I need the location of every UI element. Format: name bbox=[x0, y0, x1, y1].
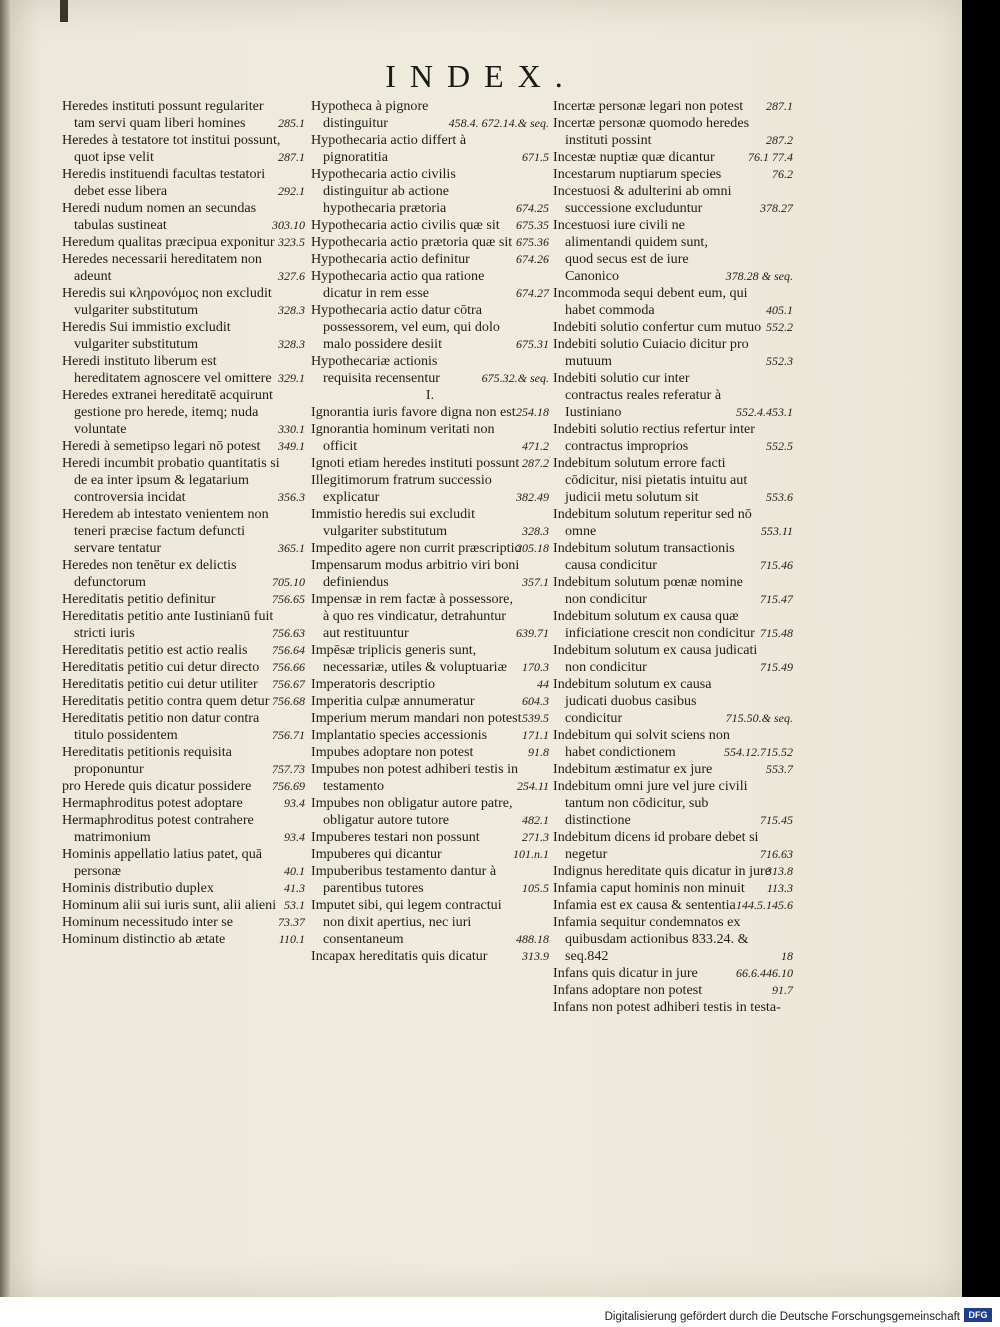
entry-text: Impensæ in rem factæ à possessore, à quo res vindicatur, detrahuntur aut restituuntur bbox=[311, 591, 513, 641]
entry-text: Imperium merum mandari non potest bbox=[311, 710, 522, 726]
index-entry bbox=[62, 166, 305, 200]
entry-page-ref: 292.1 bbox=[278, 184, 305, 198]
entry-page-ref: 756.63 bbox=[272, 626, 305, 640]
index-entry bbox=[62, 693, 305, 710]
entry-text: Hypotheca à pignore distinguitur bbox=[311, 98, 429, 131]
index-entry bbox=[553, 982, 793, 999]
index-entry bbox=[311, 472, 549, 506]
entry-text: Hominum necessitudo inter se bbox=[62, 914, 234, 930]
entry-page-ref: 329.1 bbox=[278, 371, 305, 385]
entry-text: Indebitum omni jure vel jure civili tantum non cōdicitur, sub distinctione bbox=[553, 778, 748, 828]
entry-page-ref: 552.4.453.1 bbox=[736, 405, 793, 419]
index-entry bbox=[311, 506, 549, 540]
entry-page-ref: 349.1 bbox=[278, 439, 305, 453]
index-entry bbox=[62, 132, 305, 166]
entry-text: Indebiti solutio Cuiacio dicitur pro mutuum bbox=[553, 336, 749, 369]
entry-text: Indebitum solutum transactionis causa condicitur bbox=[553, 540, 735, 573]
index-entry bbox=[553, 166, 793, 183]
page-binding bbox=[0, 0, 10, 1297]
entry-text: Hypothecaria actio definitur bbox=[311, 251, 470, 267]
index-entry bbox=[62, 710, 305, 744]
entry-page-ref: 271.3 bbox=[522, 830, 549, 844]
entry-page-ref: 41.3 bbox=[284, 881, 305, 895]
index-column-2 bbox=[311, 98, 549, 965]
entry-page-ref: 105.5 bbox=[522, 881, 549, 895]
entry-text: Hereditatis petitio cui detur utiliter bbox=[62, 676, 258, 692]
entry-page-ref: 93.4 bbox=[284, 796, 305, 810]
entry-page-ref: 144.5.145.6 bbox=[736, 898, 793, 912]
entry-page-ref: 756.68 bbox=[272, 694, 305, 708]
entry-text: Hereditatis petitionis requisita proponuntur bbox=[62, 744, 232, 777]
entry-text: Hereditatis petitio contra quem detur bbox=[62, 693, 270, 709]
index-entry bbox=[311, 710, 549, 727]
index-entry bbox=[311, 727, 549, 744]
letter-heading: I. bbox=[425, 388, 435, 403]
entry-page-ref: 552.3 bbox=[766, 354, 793, 368]
entry-page-ref: 553.6 bbox=[766, 490, 793, 504]
index-entry bbox=[62, 234, 305, 251]
index-entry bbox=[62, 591, 305, 608]
index-entry bbox=[311, 540, 549, 557]
entry-text: Incestæ nuptiæ quæ dicantur bbox=[553, 149, 715, 165]
page-title: INDEX. bbox=[385, 58, 577, 94]
entry-page-ref: 715.45 bbox=[760, 813, 793, 827]
entry-page-ref: 365.1 bbox=[278, 541, 305, 555]
entry-text: Impubes non potest adhiberi testis in testamento bbox=[311, 761, 519, 794]
entry-page-ref: 715.47 bbox=[760, 592, 793, 606]
entry-page-ref: 458.4. 672.14.& seq. bbox=[448, 116, 549, 130]
index-entry bbox=[553, 319, 793, 336]
entry-page-ref: 674.26 bbox=[516, 252, 549, 266]
entry-text: Incommoda sequi debent eum, qui habet commoda bbox=[553, 285, 748, 318]
entry-text: Heredis sui κληρονόμος non excludit vulgariter substitutum bbox=[62, 285, 272, 318]
entry-text: Impubes adoptare non potest bbox=[311, 744, 474, 760]
entry-page-ref: 378.27 bbox=[760, 201, 793, 215]
entry-page-ref: 91.7 bbox=[772, 983, 793, 997]
index-entry bbox=[311, 693, 549, 710]
entry-page-ref: 18 bbox=[781, 949, 793, 963]
index-entry bbox=[62, 659, 305, 676]
entry-page-ref: 675.35 bbox=[516, 218, 549, 232]
index-entry bbox=[553, 370, 793, 421]
index-entry bbox=[553, 506, 793, 540]
entry-page-ref: 552.5 bbox=[766, 439, 793, 453]
entry-page-ref: 715.50.& seq. bbox=[725, 711, 793, 725]
entry-text: Indebitum solutum ex causa judicati non condicitur bbox=[553, 642, 758, 675]
entry-page-ref: 675.31 bbox=[516, 337, 549, 351]
entry-text: Indebitum solutum reperitur sed nō omne bbox=[553, 506, 752, 539]
entry-page-ref: 323.5 bbox=[278, 235, 305, 249]
entry-page-ref: 756.66 bbox=[272, 660, 305, 674]
entry-text: Heredi instituto liberum est hereditatem agnoscere vel omittere bbox=[62, 353, 272, 386]
entry-text: Hominis appellatio latius patet, quā personæ bbox=[62, 846, 263, 879]
index-entry bbox=[62, 812, 305, 846]
entry-page-ref: 756.71 bbox=[272, 728, 305, 742]
index-entry bbox=[62, 608, 305, 642]
index-entry bbox=[62, 387, 305, 438]
binding-mark bbox=[60, 0, 68, 22]
index-column-3 bbox=[553, 98, 793, 1016]
entry-page-ref: 553.11 bbox=[760, 524, 793, 538]
entry-text: Hominis distributio duplex bbox=[62, 880, 214, 896]
index-entry bbox=[311, 268, 549, 302]
entry-text: Hereditatis petitio non datur contra titulo possidentem bbox=[62, 710, 260, 743]
entry-text: Immistio heredis sui excludit vulgariter substitutum bbox=[311, 506, 476, 539]
index-entry bbox=[553, 676, 793, 727]
dfg-logo-icon: DFG bbox=[964, 1308, 992, 1322]
index-entry bbox=[553, 761, 793, 778]
entry-text: Heredes non tenētur ex delictis defunctorum bbox=[62, 557, 237, 590]
entry-text: Impuberes qui dicantur bbox=[311, 846, 442, 862]
entry-page-ref: 327.6 bbox=[278, 269, 305, 283]
entry-text: Indebitum solutum ex causa judicati duobus casibus condicitur bbox=[553, 676, 712, 726]
entry-text: Indebiti solutio confertur cum mutuo bbox=[553, 319, 762, 335]
index-entry bbox=[553, 455, 793, 506]
index-entry bbox=[553, 149, 793, 166]
entry-page-ref: 313.9 bbox=[522, 949, 549, 963]
footer-credit: Digitalisierung gefördert durch die Deutsche Forschungsgemeinschaft bbox=[604, 1311, 960, 1323]
entry-page-ref: 378.28 & seq. bbox=[725, 269, 793, 283]
entry-page-ref: 705.10 bbox=[272, 575, 305, 589]
entry-page-ref: 482.1 bbox=[522, 813, 549, 827]
entry-page-ref: 756.67 bbox=[272, 677, 305, 691]
index-entry bbox=[62, 557, 305, 591]
entry-page-ref: 285.1 bbox=[278, 116, 305, 130]
entry-text: Infans non potest adhiberi testis in testa- bbox=[553, 999, 781, 1015]
entry-text: Heredes necessarii hereditatem non adeunt bbox=[62, 251, 262, 284]
entry-text: Hypothecaria actio datur cōtra possessorem, vel eum, qui dolo malo possidere desiit bbox=[311, 302, 500, 352]
entry-page-ref: 671.5 bbox=[522, 150, 549, 164]
entry-page-ref: 76.1 77.4 bbox=[748, 150, 793, 164]
entry-page-ref: 287.2 bbox=[766, 133, 793, 147]
entry-text: Hypothecaria actio differt à pignoratitia bbox=[311, 132, 467, 165]
index-entry bbox=[62, 319, 305, 353]
entry-text: Heredi à semetipso legari nō potest bbox=[62, 438, 261, 454]
entry-text: Impubes non obligatur autore patre, obligatur autore tutore bbox=[311, 795, 513, 828]
index-entry bbox=[62, 251, 305, 285]
index-entry bbox=[553, 778, 793, 829]
entry-page-ref: 287.1 bbox=[278, 150, 305, 164]
entry-text: Indebitum solutum ex causa quæ inficiatione crescit non condicitur bbox=[553, 608, 755, 641]
index-entry bbox=[62, 914, 305, 931]
index-entry bbox=[553, 285, 793, 319]
index-entry bbox=[62, 98, 305, 132]
entry-text: Indebiti solutio rectius refertur inter contractus improprios bbox=[553, 421, 755, 454]
index-entry bbox=[311, 98, 549, 132]
entry-text: Impedito agere non currit præscriptio bbox=[311, 540, 522, 556]
entry-text: Impuberibus testamento dantur à parentibus tutores bbox=[311, 863, 497, 896]
index-entry bbox=[311, 761, 549, 795]
index-entry bbox=[311, 676, 549, 693]
entry-text: Impuberes testari non possunt bbox=[311, 829, 480, 845]
index-entry bbox=[553, 897, 793, 914]
index-entry bbox=[553, 98, 793, 115]
entry-text: Incertæ personæ quomodo heredes instituti possint bbox=[553, 115, 750, 148]
index-entry bbox=[553, 965, 793, 982]
entry-text: Imperitia culpæ annumeratur bbox=[311, 693, 475, 709]
entry-text: Heredem ab intestato venientem non teneri præcise factum defuncti servare tentatur bbox=[62, 506, 269, 556]
entry-text: Infans quis dicatur in jure bbox=[553, 965, 698, 981]
entry-page-ref: 328.3 bbox=[522, 524, 549, 538]
entry-text: Indebiti solutio cur inter contractus reales referatur à Iustiniano bbox=[553, 370, 722, 420]
entry-page-ref: 604.3 bbox=[522, 694, 549, 708]
entry-text: Infamia sequitur condemnatos ex quibusdam actionibus 833.24. & seq.842 bbox=[553, 914, 749, 964]
entry-page-ref: 40.1 bbox=[284, 864, 305, 878]
index-entry bbox=[553, 421, 793, 455]
index-entry bbox=[553, 727, 793, 761]
index-entry bbox=[311, 897, 549, 948]
entry-text: Ignorantia hominum veritati non officit bbox=[311, 421, 495, 454]
entry-text: Incestuosi iure civili ne alimentandi quidem sunt, quod secus est de iure Canonico bbox=[553, 217, 708, 284]
entry-page-ref: 254.18 bbox=[516, 405, 549, 419]
entry-page-ref: 303.10 bbox=[272, 218, 305, 232]
entry-text: Heredis Sui immistio excludit vulgariter substitutum bbox=[62, 319, 231, 352]
entry-page-ref: 382.49 bbox=[516, 490, 549, 504]
entry-text: Hereditatis petitio ante Iustinianū fuit stricti iuris bbox=[62, 608, 274, 641]
entry-page-ref: 716.63 bbox=[760, 847, 793, 861]
entry-page-ref: 488.18 bbox=[516, 932, 549, 946]
index-entry bbox=[311, 132, 549, 166]
index-entry bbox=[311, 217, 549, 234]
entry-page-ref: 757.73 bbox=[272, 762, 305, 776]
entry-text: Heredi nudum nomen an secundas tabulas sustineat bbox=[62, 200, 257, 233]
index-entry bbox=[553, 115, 793, 149]
index-entry bbox=[553, 914, 793, 965]
entry-text: Hermaphroditus potest contrahere matrimonium bbox=[62, 812, 254, 845]
entry-page-ref: 756.69 bbox=[272, 779, 305, 793]
entry-text: Impensarum modus arbitrio viri boni definiendus bbox=[311, 557, 520, 590]
index-entry bbox=[553, 880, 793, 897]
index-entry bbox=[62, 455, 305, 506]
entry-text: Hermaphroditus potest adoptare bbox=[62, 795, 243, 811]
entry-text: Infamia est ex causa & sententia bbox=[553, 897, 736, 913]
index-entry bbox=[311, 829, 549, 846]
index-entry bbox=[311, 846, 549, 863]
index-entry bbox=[311, 948, 549, 965]
entry-page-ref: 287.2 bbox=[522, 456, 549, 470]
index-entry bbox=[62, 353, 305, 387]
entry-page-ref: 171.1 bbox=[522, 728, 549, 742]
index-entry bbox=[553, 608, 793, 642]
index-entry bbox=[311, 166, 549, 217]
index-entry bbox=[62, 676, 305, 693]
entry-page-ref: 53.1 bbox=[284, 898, 305, 912]
index-entry bbox=[311, 642, 549, 676]
index-entry bbox=[553, 183, 793, 217]
entry-text: Incestarum nuptiarum species bbox=[553, 166, 722, 182]
entry-page-ref: 675.32.& seq. bbox=[481, 371, 549, 385]
entry-text: Hominum alii sui iuris sunt, alii alieni bbox=[62, 897, 277, 913]
index-entry bbox=[62, 880, 305, 897]
entry-text: Impēsæ triplicis generis sunt, necessariæ, utiles & voluptuariæ bbox=[311, 642, 507, 675]
entry-page-ref: 715.49 bbox=[760, 660, 793, 674]
entry-page-ref: 756.64 bbox=[272, 643, 305, 657]
entry-text: Infans adoptare non potest bbox=[553, 982, 703, 998]
entry-page-ref: 73.37 bbox=[278, 915, 305, 929]
index-entry bbox=[553, 829, 793, 863]
entry-text: Ignorantia iuris favore digna non est bbox=[311, 404, 516, 420]
entry-page-ref: 715.46 bbox=[760, 558, 793, 572]
index-entry bbox=[62, 642, 305, 659]
entry-page-ref: 66.6.446.10 bbox=[736, 966, 793, 980]
index-entry bbox=[553, 217, 793, 285]
entry-page-ref: 674.25 bbox=[516, 201, 549, 215]
index-entry bbox=[553, 336, 793, 370]
entry-page-ref: 287.1 bbox=[766, 99, 793, 113]
entry-text: Indignus hereditate quis dicatur in jure bbox=[553, 863, 771, 879]
entry-text: Hereditatis petitio est actio realis bbox=[62, 642, 248, 658]
entry-page-ref: 357.1 bbox=[522, 575, 549, 589]
entry-page-ref: 715.48 bbox=[760, 626, 793, 640]
index-entry bbox=[311, 795, 549, 829]
index-entry bbox=[553, 999, 793, 1016]
entry-page-ref: 553.7 bbox=[766, 762, 793, 776]
index-entry bbox=[62, 438, 305, 455]
index-entry bbox=[62, 285, 305, 319]
index-entry bbox=[553, 642, 793, 676]
entry-text: Indebitum solutum errore facti cōdicitur, nisi pietatis intuitu aut judicii metu solutum sit bbox=[553, 455, 748, 505]
index-column-1 bbox=[62, 98, 305, 948]
entry-page-ref: 471.2 bbox=[522, 439, 549, 453]
entry-text: Indebitum æstimatur ex jure bbox=[553, 761, 713, 777]
entry-text: pro Herede quis dicatur possidere bbox=[62, 778, 252, 794]
index-entry bbox=[62, 778, 305, 795]
entry-page-ref: 76.2 bbox=[772, 167, 793, 181]
entry-text: Hereditatis petitio definitur bbox=[62, 591, 216, 607]
entry-text: Hereditatis petitio cui detur directo bbox=[62, 659, 260, 675]
entry-text: Indebitum dicens id probare debet si negetur bbox=[553, 829, 759, 862]
entry-text: Indebitum solutum pœnæ nomine non condicitur bbox=[553, 574, 743, 607]
entry-page-ref: 313.8 bbox=[766, 864, 793, 878]
entry-page-ref: 675.36 bbox=[516, 235, 549, 249]
entry-page-ref: 328.3 bbox=[278, 303, 305, 317]
entry-text: Ignoti etiam heredes instituti possunt bbox=[311, 455, 520, 471]
entry-text: Incapax hereditatis quis dicatur bbox=[311, 948, 488, 964]
entry-page-ref: 554.12.715.52 bbox=[724, 745, 793, 759]
entry-text: Heredi incumbit probatio quantitatis si de ea inter ipsum & legatarium controversia incidat bbox=[62, 455, 280, 505]
entry-page-ref: 205.18 bbox=[516, 541, 549, 555]
index-entry bbox=[311, 863, 549, 897]
entry-page-ref: 356.3 bbox=[278, 490, 305, 504]
entry-page-ref: 639.71 bbox=[516, 626, 549, 640]
entry-page-ref: 330.1 bbox=[278, 422, 305, 436]
index-entry bbox=[311, 404, 549, 421]
entry-text: Hypothecaria actio civilis quæ sit bbox=[311, 217, 500, 233]
entry-text: Heredis instituendi facultas testatori debet esse libera bbox=[62, 166, 266, 199]
index-entry bbox=[62, 931, 305, 948]
entry-text: Hypothecaria actio civilis distinguitur ab actione hypothecaria prætoria bbox=[311, 166, 456, 216]
index-entry bbox=[311, 353, 549, 387]
entry-page-ref: 674.27 bbox=[516, 286, 549, 300]
index-entry bbox=[553, 574, 793, 608]
entry-text: Hominum distinctio ab ætate bbox=[62, 931, 226, 947]
index-entry bbox=[311, 302, 549, 353]
entry-page-ref: 539.5 bbox=[522, 711, 549, 725]
scan-border bbox=[962, 0, 1000, 1297]
entry-page-ref: 405.1 bbox=[766, 303, 793, 317]
entry-text: Heredes à testatore tot institui possunt, quot ipse velit bbox=[62, 132, 281, 165]
index-entry bbox=[311, 421, 549, 455]
index-entry bbox=[62, 200, 305, 234]
index-entry bbox=[62, 744, 305, 778]
entry-text: Illegitimorum fratrum successio explicatur bbox=[311, 472, 492, 505]
entry-page-ref: 93.4 bbox=[284, 830, 305, 844]
index-entry bbox=[311, 744, 549, 761]
index-entry bbox=[311, 234, 549, 251]
entry-page-ref: 328.3 bbox=[278, 337, 305, 351]
entry-text: Imputet sibi, qui legem contractui non dixit apertius, nec iuri consentaneum bbox=[311, 897, 502, 947]
index-entry bbox=[311, 251, 549, 268]
index-entry bbox=[311, 557, 549, 591]
entry-text: Infamia caput hominis non minuit bbox=[553, 880, 745, 896]
entry-page-ref: 110.1 bbox=[278, 932, 305, 946]
entry-page-ref: 756.65 bbox=[272, 592, 305, 606]
entry-text: Heredes instituti possunt regulariter tam servi quam liberi homines bbox=[62, 98, 264, 131]
entry-page-ref: 91.8 bbox=[528, 745, 549, 759]
index-entry bbox=[62, 897, 305, 914]
index-entry bbox=[62, 506, 305, 557]
entry-page-ref: 552.2 bbox=[766, 320, 793, 334]
entry-text: Heredes extranei hereditatē acquirunt gestione pro herede, itemq; nuda voluntate bbox=[62, 387, 273, 437]
entry-text: Implantatio species accessionis bbox=[311, 727, 488, 743]
entry-text: Heredum qualitas præcipua exponitur bbox=[62, 234, 275, 250]
index-entry bbox=[311, 455, 549, 472]
index-entry bbox=[62, 846, 305, 880]
entry-page-ref: 254.11 bbox=[516, 779, 549, 793]
entry-page-ref: 44 bbox=[537, 677, 549, 691]
entry-text: Hypothecariæ actionis requisita recensentur bbox=[311, 353, 441, 386]
entry-text: Incertæ personæ legari non potest bbox=[553, 98, 744, 114]
entry-text: Hypothecaria actio prætoria quæ sit bbox=[311, 234, 513, 250]
entry-page-ref: 101.n.1 bbox=[513, 847, 549, 861]
index-entry bbox=[62, 795, 305, 812]
entry-text: Hypothecaria actio qua ratione dicatur in rem esse bbox=[311, 268, 485, 301]
entry-text: Imperatoris descriptio bbox=[311, 676, 436, 692]
index-entry bbox=[311, 591, 549, 642]
entry-page-ref: 113.3 bbox=[766, 881, 793, 895]
entry-page-ref: 170.3 bbox=[522, 660, 549, 674]
entry-text: Incestuosi & adulterini ab omni successione excluduntur bbox=[553, 183, 732, 216]
index-entry bbox=[553, 863, 793, 880]
index-entry bbox=[553, 540, 793, 574]
entry-text: Indebitum qui solvit sciens non habet condictionem bbox=[553, 727, 730, 760]
